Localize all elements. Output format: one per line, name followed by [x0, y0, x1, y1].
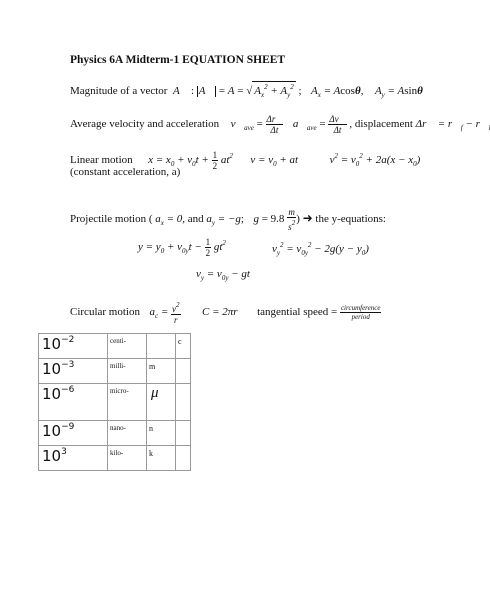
- prefix-extra-cell: [176, 446, 191, 471]
- gravity-units: $\frac{m}{s^2}$: [288, 207, 296, 232]
- power-cell: $10^3$: [39, 446, 108, 471]
- arrow-right-icon: ➜: [302, 211, 313, 226]
- projectile-label: Projectile motion (: [70, 213, 153, 226]
- prefix-extra-cell: c: [176, 334, 191, 359]
- projectile-motion-line: Projectile motion ( $a_x = 0$, and $a_y = -g$; g = 9.8 $\frac{m}{s^2}$ ) ➜ the y-equations:: [70, 207, 386, 232]
- velocity-fraction: $\frac{\Delta r⃗}{\Delta t}$: [266, 114, 283, 135]
- magnitude-line: Magnitude of a vector A⃗ : A⃗ = A = √ $A_x^2 + A_y^2$ ; $A_x = Acos\theta$, $A_y = Asin\theta$: [70, 83, 423, 99]
- prefix-extra-cell: [176, 359, 191, 384]
- table-row: [39, 384, 191, 421]
- prefix-name-cell: kilo-: [108, 446, 147, 471]
- power-cell: $10^{-9}$: [39, 421, 108, 446]
- prefix-symbol-cell: k: [147, 446, 176, 471]
- projectile-and: , and: [182, 213, 204, 226]
- displacement-label: , displacement: [349, 118, 413, 131]
- table-row: [39, 421, 191, 446]
- prefix-symbol-cell: μ: [147, 384, 176, 421]
- table-row: [39, 334, 191, 359]
- table-row: [39, 359, 191, 384]
- tangential-label: tangential speed =: [257, 306, 338, 319]
- y-velocity-squared-equation: $v_y^2 = v_{0y}^2 - 2g(y - y_0)$: [272, 241, 369, 257]
- prefix-name-cell: milli-: [108, 359, 147, 384]
- tangential-fraction: $\frac{\text{circumference}}{\text{period}}$: [340, 304, 381, 321]
- y-position-equation: $y = y_0 + v_{0y}t$ − $\frac{1}{2}$ $gt^2$: [138, 237, 226, 258]
- linear-motion-line: Linear motion $x = x_0 + v_0t$ + $\frac{1}{2}$ $at^2$ $v = v_0$ + at $v^2 = v_0^2 + 2a(x - x_0)$: [70, 150, 421, 171]
- sqrt-formula: √ $A_x^2 + A_y^2$: [246, 83, 294, 99]
- linear-label: Linear motion: [70, 154, 133, 167]
- prefix-table: [38, 333, 191, 471]
- power-cell: $10^{-6}$: [39, 384, 108, 421]
- prefix-extra-cell: [176, 384, 191, 421]
- average-velocity-line: Average velocity and acceleration $v⃗_{ave}$ = $\frac{\Delta r⃗}{\Delta t}$ $a⃗_{ave}$ = $\frac{\Delta v⃗}{\Delta t}$ , displacement Δr⃗ = $r⃗_f$ − r⃗: [70, 114, 489, 135]
- acceleration-fraction: $\frac{\Delta v⃗}{\Delta t}$: [329, 114, 346, 135]
- prefix-name-cell: micro-: [108, 384, 147, 421]
- prefix-symbol-cell: m: [147, 359, 176, 384]
- constant-acceleration-note: (constant acceleration, a): [70, 166, 181, 178]
- magnitude-label: Magnitude of a vector: [70, 85, 168, 97]
- avg-label: Average velocity and acceleration: [70, 118, 220, 131]
- circular-motion-line: Circular motion $a_c$ = $\frac{v^2}{r}$ C = 2πr tangential speed = $\frac{\text{circumference}}{\text{period}}$: [70, 301, 381, 325]
- prefix-symbol-cell: n: [147, 421, 176, 446]
- prefix-symbol-cell: [147, 334, 176, 359]
- prefix-extra-cell: [176, 421, 191, 446]
- power-cell: $10^{-3}$: [39, 359, 108, 384]
- y-velocity-equation: $v_y = v_{0y}$ − gt: [196, 268, 250, 282]
- circular-label: Circular motion: [70, 306, 140, 319]
- vector-a-symbol: A⃗: [170, 85, 189, 97]
- power-cell: $10^{-2}$: [39, 334, 108, 359]
- half-fraction: $\frac{1}{2}$: [212, 150, 218, 171]
- centripetal-fraction: $\frac{v^2}{r}$: [172, 301, 180, 325]
- table-row: [39, 446, 191, 471]
- projectile-end: the y-equations:: [315, 213, 386, 226]
- vector-magnitude: A⃗: [198, 85, 215, 97]
- prefix-name-cell: nano-: [108, 421, 147, 446]
- prefix-name-cell: centi-: [108, 334, 147, 359]
- page-title: Physics 6A Midterm-1 EQUATION SHEET: [70, 54, 286, 66]
